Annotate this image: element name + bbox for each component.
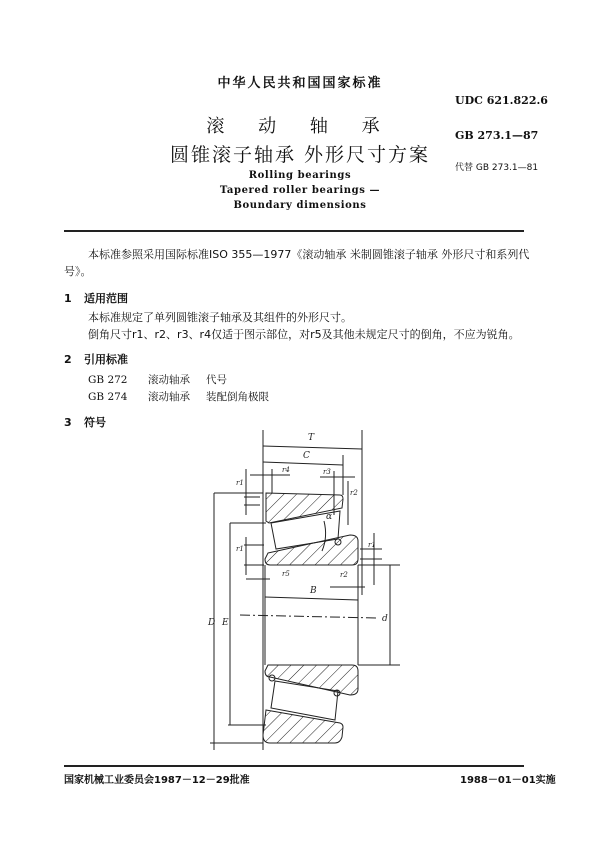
section-1-para-1: 本标准规定了单列圆锥滚子轴承及其组件的外形尺寸。 xyxy=(88,311,352,324)
section-title: 引用标准 xyxy=(84,353,128,366)
title-en-line1: Rolling bearings xyxy=(248,170,352,181)
label-r1-right: r1 xyxy=(368,541,376,549)
reference-row xyxy=(88,389,269,404)
reference-subject: 装配倒角极限 xyxy=(206,391,269,403)
label-C: C xyxy=(303,451,310,461)
label-r2: r2 xyxy=(340,571,348,579)
label-T: T xyxy=(308,433,315,443)
title-en-line2: Tapered roller bearings — xyxy=(219,185,381,196)
tapered-roller-bearing-diagram xyxy=(200,425,410,750)
label-alpha: α xyxy=(326,512,333,522)
replaces-note: 代替 GB 273.1—81 xyxy=(455,163,539,173)
header-divider xyxy=(64,230,524,232)
title-cn-main: 圆锥滚子轴承 外形尺寸方案 xyxy=(169,144,431,166)
gb-number: GB 273.1—87 xyxy=(455,129,539,142)
effective-date: 1988－01－01实施 xyxy=(460,775,556,786)
section-1-heading xyxy=(64,290,128,306)
reference-code: GB 274 xyxy=(88,391,128,403)
label-r3: r3 xyxy=(323,468,331,476)
label-r2-top: r2 xyxy=(350,489,358,497)
section-title: 适用范围 xyxy=(84,292,128,305)
footer-divider xyxy=(64,765,524,767)
section-number: 3 xyxy=(64,416,72,429)
reference-name: 滚动轴承 xyxy=(148,391,190,403)
title-cn-category: 滚 动 轴 承 xyxy=(206,116,394,137)
label-r5: r5 xyxy=(282,570,290,578)
label-r1-left: r1 xyxy=(236,545,244,553)
approval-note: 国家机械工业委员会1987－12－29批准 xyxy=(64,775,250,786)
udc-code: UDC 621.822.6 xyxy=(455,94,548,107)
section-number: 1 xyxy=(64,292,72,305)
section-1-para-2: 倒角尺寸r1、r2、r3、r4仅适于图示部位，对r5及其他未规定尺寸的倒角，不应为锐角。 xyxy=(88,328,520,341)
label-D: D xyxy=(208,618,216,628)
reference-subject: 代号 xyxy=(206,374,227,386)
label-E: E xyxy=(222,618,229,628)
section-3-heading xyxy=(64,414,106,430)
section-2-heading xyxy=(64,351,128,367)
label-r4: r4 xyxy=(282,466,290,474)
label-B: B xyxy=(310,586,317,596)
national-standard-heading: 中华人民共和国国家标准 xyxy=(217,76,383,91)
section-number: 2 xyxy=(64,353,72,366)
section-title: 符号 xyxy=(84,416,106,429)
title-en-line3: Boundary dimensions xyxy=(233,200,367,211)
reference-name: 滚动轴承 xyxy=(148,374,190,386)
label-r1-top: r1 xyxy=(236,479,244,487)
reference-code: GB 272 xyxy=(88,374,128,386)
label-d: d xyxy=(382,614,388,624)
reference-row xyxy=(88,372,227,387)
intro-paragraph: 本标准参照采用国际标准ISO 355—1977《滚动轴承 米制圆锥滚子轴承 外形尺寸和系列代号》。 xyxy=(64,248,530,278)
